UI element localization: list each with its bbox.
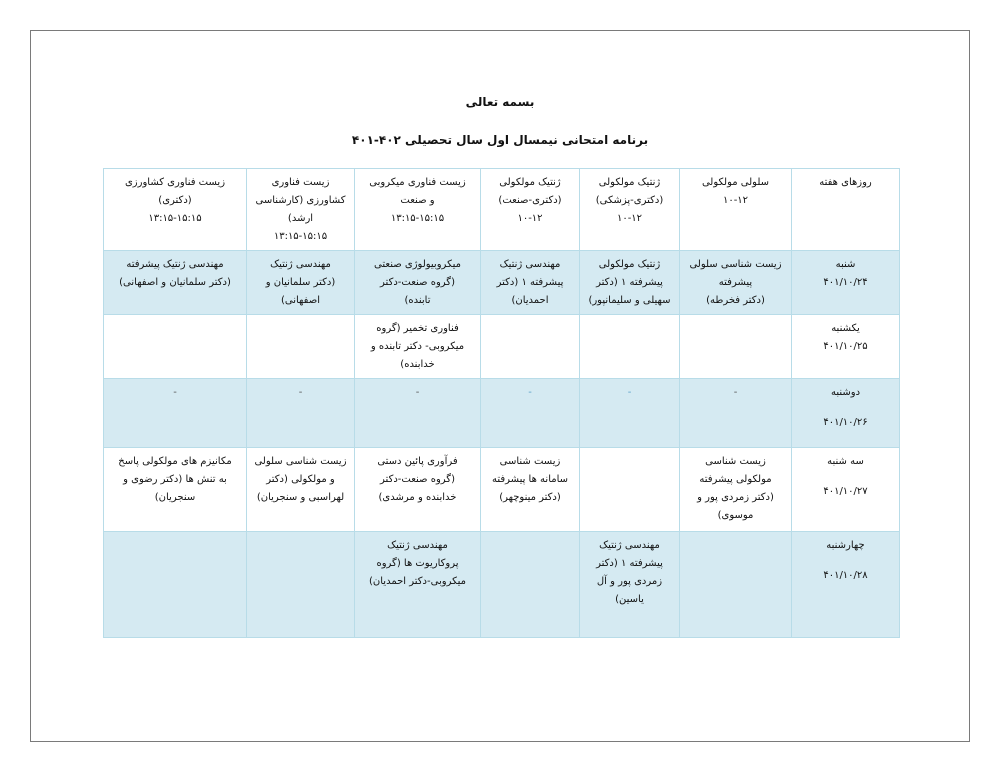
table-row bbox=[104, 448, 900, 532]
table-row bbox=[104, 315, 900, 379]
exam-cell bbox=[481, 315, 580, 379]
day-cell bbox=[792, 251, 900, 315]
exam-cell: مهندسی ژنتیک پیشرفته (دکتر سلمانیان و اصفهانی) bbox=[104, 251, 247, 315]
day-cell bbox=[792, 315, 900, 379]
header-cell: زیست فناوری میکروبی و صنعت ۱۳:۱۵-۱۵:۱۵ bbox=[355, 169, 481, 251]
exam-cell: مهندسی ژنتیک پیشرفته ۱ (دکتر احمدیان) bbox=[481, 251, 580, 315]
exam-cell bbox=[680, 315, 792, 379]
exam-cell: ژنتیک مولکولی پیشرفته ۱ (دکتر سهیلی و سلیمانپور) bbox=[580, 251, 680, 315]
exam-cell bbox=[247, 532, 355, 638]
header-cell: زیست فناوری کشاورزی (کارشناسی ارشد) ۱۳:۱۵-۱۵:۱۵ bbox=[247, 169, 355, 251]
exam-cell: زیست شناسی سامانه ها پیشرفته (دکتر مینوچهر) bbox=[481, 448, 580, 532]
exam-cell: زیست شناسی مولکولی پیشرفته (دکتر زمردی پور و موسوی) bbox=[680, 448, 792, 532]
day-date: ۴۰۱/۱۰/۲۷ bbox=[823, 486, 868, 497]
exam-cell: مهندسی ژنتیک پیشرفته ۱ (دکتر زمردی پور و آل یاسین) bbox=[580, 532, 680, 638]
exam-cell: زیست شناسی سلولی پیشرفته (دکتر فخرطه) bbox=[680, 251, 792, 315]
bismillah-heading: بسمه تعالی bbox=[465, 95, 535, 109]
exam-cell: فناوری تخمیر (گروه میکروبی- دکتر تابنده و خدابنده) bbox=[355, 315, 481, 379]
exam-cell bbox=[680, 532, 792, 638]
day-name: یکشنبه bbox=[831, 323, 860, 334]
day-date: ۴۰۱/۱۰/۲۵ bbox=[823, 341, 868, 352]
exam-cell bbox=[247, 315, 355, 379]
day-name: شنبه bbox=[835, 259, 856, 270]
exam-cell: - bbox=[580, 379, 680, 448]
exam-cell: مهندسی ژنتیک پروکاریوت ها (گروه میکروبی-دکتر احمدیان) bbox=[355, 532, 481, 638]
day-name: دوشنبه bbox=[830, 387, 861, 398]
header-cell: ژنتیک مولکولی (دکتری-پزشکی) ۱۰-۱۲ bbox=[580, 169, 680, 251]
exam-cell: مهندسی ژنتیک (دکتر سلمانیان و اصفهانی) bbox=[247, 251, 355, 315]
exam-cell: - bbox=[680, 379, 792, 448]
exam-cell: فرآوری پائین دستی (گروه صنعت-دکتر خدابنده و مرشدی) bbox=[355, 448, 481, 532]
header-row bbox=[104, 169, 900, 251]
day-cell bbox=[792, 448, 900, 532]
exam-cell bbox=[481, 532, 580, 638]
exam-cell: - bbox=[104, 379, 247, 448]
header-cell: زیست فناوری کشاورزی (دکتری) ۱۳:۱۵-۱۵:۱۵ bbox=[104, 169, 247, 251]
exam-cell: - bbox=[247, 379, 355, 448]
exam-cell bbox=[580, 448, 680, 532]
exam-cell: - bbox=[481, 379, 580, 448]
table-row bbox=[104, 251, 900, 315]
day-cell bbox=[792, 379, 900, 448]
exam-cell bbox=[104, 315, 247, 379]
exam-cell: مکانیزم های مولکولی پاسخ به تنش ها (دکتر رضوی و سنجریان) bbox=[104, 448, 247, 532]
exam-cell: میکروبیولوژی صنعتی (گروه صنعت-دکتر تابنده) bbox=[355, 251, 481, 315]
exam-cell bbox=[104, 532, 247, 638]
exam-schedule-table bbox=[103, 168, 900, 638]
exam-cell: زیست شناسی سلولی و مولکولی (دکتر لهراسبی و سنجریان) bbox=[247, 448, 355, 532]
day-date: ۴۰۱/۱۰/۲۶ bbox=[823, 417, 868, 428]
header-cell: ژنتیک مولکولی (دکتری-صنعت) ۱۰-۱۲ bbox=[481, 169, 580, 251]
schedule-title: برنامه امتحانی نیمسال اول سال تحصیلی ۴۰۲-۴۰۱ bbox=[351, 133, 649, 147]
header-cell-weekday: روزهای هفته bbox=[792, 169, 900, 251]
day-cell bbox=[792, 532, 900, 638]
header-cell: سلولی مولکولی ۱۰-۱۲ bbox=[680, 169, 792, 251]
day-name: سه شنبه bbox=[827, 456, 864, 467]
exam-cell bbox=[580, 315, 680, 379]
day-date: ۴۰۱/۱۰/۲۴ bbox=[823, 277, 868, 288]
table-row bbox=[104, 532, 900, 638]
day-date: ۴۰۱/۱۰/۲۸ bbox=[823, 570, 868, 581]
day-name: چهارشنبه bbox=[826, 540, 865, 551]
document-page bbox=[30, 30, 970, 742]
table-row bbox=[104, 379, 900, 448]
exam-cell: - bbox=[355, 379, 481, 448]
